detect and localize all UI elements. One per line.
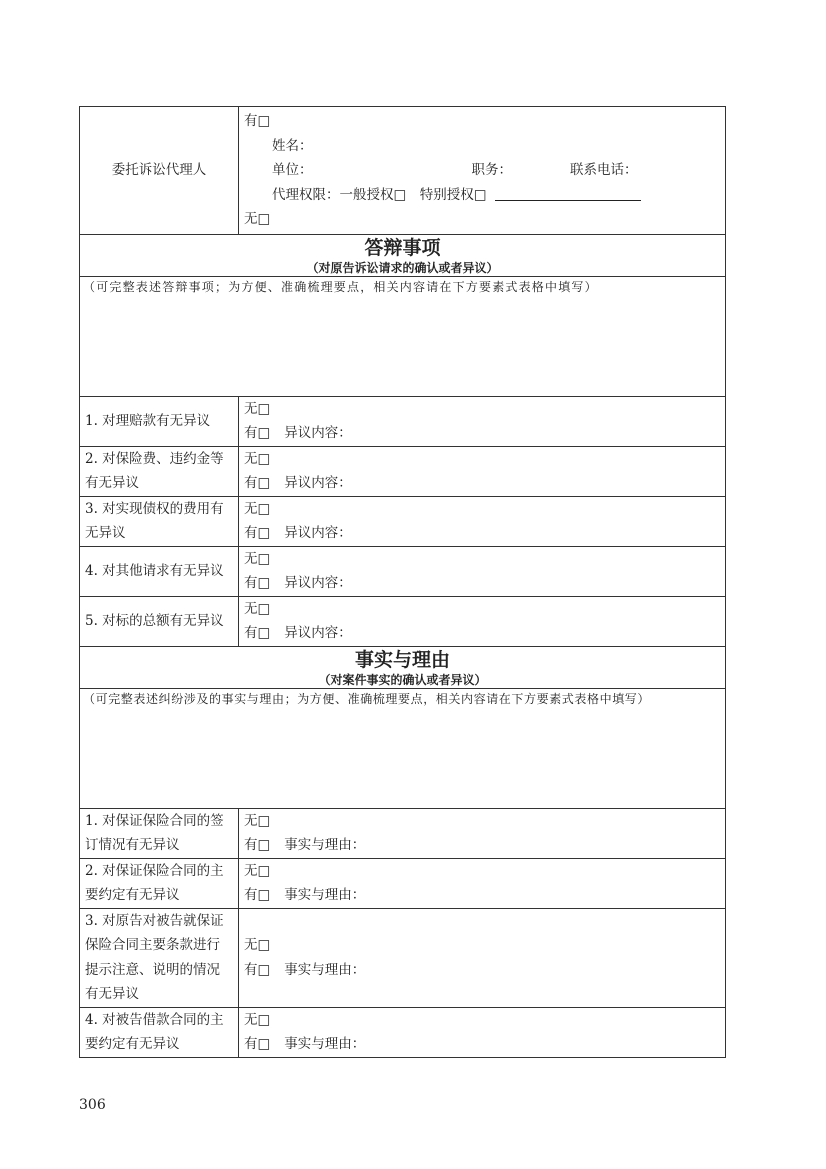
defense-item-has-checkbox[interactable]: 有□ (244, 525, 271, 541)
facts-item-has-checkbox[interactable]: 有□ (244, 837, 271, 853)
agent-none-checkbox[interactable]: 无□ (244, 211, 271, 227)
facts-note-row (80, 688, 726, 808)
defense-item-row (80, 546, 726, 596)
agent-position-field: 职务： (471, 162, 512, 178)
defense-item-has-checkbox[interactable]: 有□ (244, 425, 271, 441)
defense-section-title: 答辩事项 (364, 236, 441, 259)
defense-section-header (80, 234, 726, 276)
facts-item-detail-field: 事实与理由： (284, 1036, 366, 1052)
defense-item-has-row (244, 421, 720, 446)
defense-item-has-row (244, 471, 720, 496)
facts-item-has-checkbox[interactable]: 有□ (244, 887, 271, 903)
defense-item-row (80, 446, 726, 496)
defense-item-label: 3. 对实现债权的费用有无异议 (80, 496, 239, 546)
defense-item-has-checkbox[interactable]: 有□ (244, 625, 271, 641)
agent-has-checkbox[interactable]: 有□ (244, 113, 271, 129)
defense-item-has-checkbox[interactable]: 有□ (244, 575, 271, 591)
defense-note-text: （可完整表述答辩事项；为方便、准确梳理要点，相关内容请在下方要素式表格中填写） (83, 279, 598, 294)
defense-item-label: 2. 对保险费、违约金等有无异议 (80, 446, 239, 496)
facts-item-none-checkbox[interactable]: 无□ (244, 1011, 271, 1028)
agent-authority-options[interactable]: 代理权限：一般授权□ 特别授权□ (272, 186, 487, 203)
facts-item-label: 4. 对被告借款合同的主要约定有无异议 (80, 1007, 239, 1057)
agent-phone-field: 联系电话： (570, 162, 638, 178)
facts-item-none-checkbox[interactable]: 无□ (244, 812, 271, 829)
facts-section-header (80, 646, 726, 688)
defense-section-subtitle: （对原告诉讼请求的确认或者异议） (306, 260, 499, 275)
facts-item-row (80, 808, 726, 858)
facts-section-title: 事实与理由 (354, 648, 450, 671)
defense-note-row (80, 276, 726, 396)
facts-item-label: 2. 对保证保险合同的主要约定有无异议 (80, 858, 239, 908)
facts-item-has-row (244, 1032, 720, 1057)
defense-item-detail-field: 异议内容： (284, 425, 352, 441)
defense-item-detail-field: 异议内容： (284, 525, 352, 541)
defense-item-label: 4. 对其他请求有无异议 (80, 546, 239, 596)
facts-item-row (80, 908, 726, 1007)
defense-item-detail-field: 异议内容： (284, 475, 352, 491)
facts-item-has-checkbox[interactable]: 有□ (244, 961, 271, 978)
defense-item-none-checkbox[interactable]: 无□ (244, 550, 271, 567)
defense-note-box[interactable] (80, 276, 726, 396)
facts-item-has-row (244, 883, 720, 908)
defense-item-has-row (244, 571, 720, 596)
agent-name-field: 姓名： (272, 137, 313, 154)
facts-item-none-checkbox[interactable]: 无□ (244, 862, 271, 879)
defense-item-label: 1. 对理赔款有无异议 (80, 396, 239, 446)
agent-authority-row (244, 183, 720, 208)
defense-item-none-checkbox[interactable]: 无□ (244, 600, 271, 617)
agent-unit-row (244, 158, 720, 183)
defense-item-has-row (244, 521, 720, 546)
defense-item-has-checkbox[interactable]: 有□ (244, 475, 271, 491)
facts-section-subtitle: （对案件事实的确认或者异议） (318, 672, 487, 687)
defense-item-detail-field: 异议内容： (284, 625, 352, 641)
agent-row (80, 107, 726, 235)
facts-item-label: 3. 对原告对被告就保证保险合同主要条款进行提示注意、说明的情况有无异议 (80, 908, 239, 1007)
defense-item-row (80, 596, 726, 646)
facts-item-has-row (244, 958, 720, 983)
authority-blank-line[interactable] (495, 186, 641, 201)
defense-item-row (80, 496, 726, 546)
facts-item-none-checkbox[interactable]: 无□ (244, 937, 271, 953)
facts-item-detail-field: 事实与理由： (284, 961, 366, 978)
defense-item-row (80, 396, 726, 446)
defense-item-detail-field: 异议内容： (284, 575, 352, 591)
facts-item-detail-field: 事实与理由： (284, 887, 366, 903)
agent-unit-field: 单位： (272, 162, 313, 178)
facts-note-box[interactable] (80, 688, 726, 808)
facts-note-text: （可完整表述纠纷涉及的事实与理由；为方便、准确梳理要点，相关内容请在下方要素式表格中填写） (83, 691, 651, 706)
agent-details (239, 107, 726, 235)
defense-item-none-checkbox[interactable]: 无□ (244, 450, 271, 467)
facts-item-label: 1. 对保证保险合同的签订情况有无异议 (80, 808, 239, 858)
facts-item-row (80, 858, 726, 908)
facts-item-row (80, 1007, 726, 1057)
defense-item-label: 5. 对标的总额有无异议 (80, 596, 239, 646)
page-number: 306 (79, 1097, 106, 1113)
agent-label: 委托诉讼代理人 (80, 107, 239, 235)
defense-form-table (79, 106, 726, 1058)
defense-item-none-checkbox[interactable]: 无□ (244, 500, 271, 517)
defense-item-has-row (244, 621, 720, 646)
facts-item-detail-field: 事实与理由： (284, 837, 366, 853)
facts-item-has-checkbox[interactable]: 有□ (244, 1036, 271, 1052)
facts-item-has-row (244, 833, 720, 858)
defense-item-none-checkbox[interactable]: 无□ (244, 400, 271, 417)
